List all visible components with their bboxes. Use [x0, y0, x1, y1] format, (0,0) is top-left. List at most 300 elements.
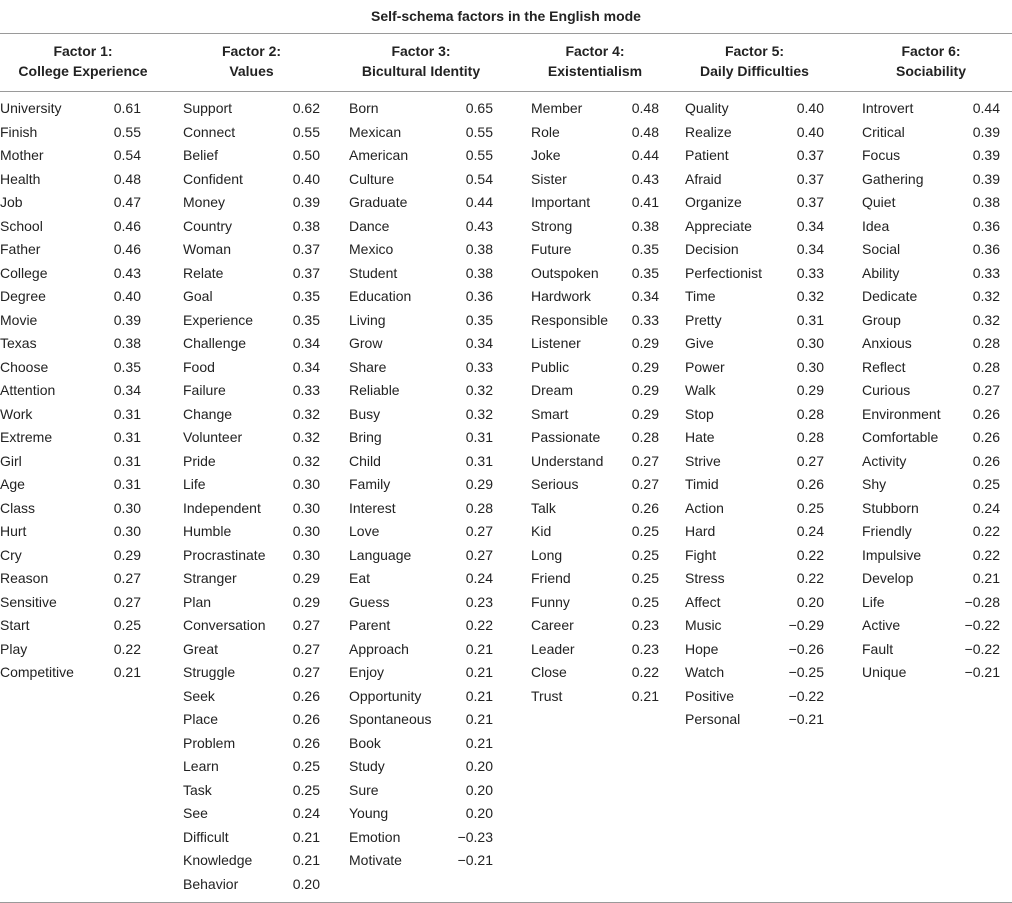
item-loading: 0.22 [972, 523, 1000, 539]
item-word: Member [531, 100, 583, 116]
item-loading: 0.29 [631, 335, 659, 351]
table-row [183, 309, 320, 333]
item-loading: 0.27 [631, 452, 659, 469]
table-row [0, 238, 141, 262]
item-loading: 0.21 [631, 687, 659, 704]
table-row [183, 567, 320, 591]
table-row [349, 614, 493, 638]
item-loading: 0.26 [796, 476, 824, 492]
item-word: Living [349, 311, 386, 328]
table-row [862, 638, 1000, 662]
item-word: Shy [862, 476, 887, 492]
table-row [349, 144, 493, 168]
table-row [349, 356, 493, 380]
item-word: Motivate [349, 852, 402, 868]
factor-rows [183, 97, 320, 896]
item-loading: 0.26 [631, 499, 659, 516]
table-row [531, 121, 659, 145]
item-word: Connect [183, 123, 236, 140]
item-loading: 0.38 [972, 194, 1000, 210]
factor-number: Factor 2: [221, 43, 282, 59]
table-row [183, 121, 320, 145]
item-word: Procrastinate [183, 546, 266, 563]
table-row [531, 567, 659, 591]
table-row [349, 168, 493, 192]
table-row [349, 755, 493, 779]
table-row [862, 121, 1000, 145]
table-row [862, 309, 1000, 333]
table-row [183, 473, 320, 497]
item-word: Pride [183, 452, 216, 469]
table-row [0, 661, 141, 685]
item-loading: 0.36 [972, 241, 1000, 257]
item-word: Activity [862, 452, 907, 469]
item-loading: 0.23 [631, 617, 659, 633]
item-loading: 0.27 [972, 382, 1000, 398]
factor-number: Factor 1: [53, 43, 113, 59]
table-row [349, 826, 493, 850]
item-loading: 0.39 [292, 194, 320, 210]
item-loading: 0.38 [465, 264, 493, 281]
table-row [685, 97, 824, 121]
item-word: Language [349, 546, 412, 563]
table-row [531, 591, 659, 615]
item-loading: 0.29 [631, 405, 659, 422]
item-loading: 0.32 [465, 405, 493, 422]
item-word: Age [0, 476, 25, 492]
item-word: Bring [349, 429, 382, 445]
table-row [0, 591, 141, 615]
item-word: Decision [685, 241, 739, 257]
item-word: Role [531, 123, 560, 140]
table-row [183, 332, 320, 356]
table-row [0, 567, 141, 591]
item-loading: −0.21 [457, 852, 493, 868]
item-loading: 0.22 [972, 546, 1000, 563]
header-rule [0, 91, 1012, 92]
item-loading: 0.65 [465, 100, 493, 116]
item-word: Student [349, 264, 398, 281]
item-word: Passionate [531, 429, 601, 445]
item-word: Listener [531, 335, 581, 351]
item-word: Behavior [183, 875, 239, 892]
table-row [685, 567, 824, 591]
table-row [349, 191, 493, 215]
table-row [0, 168, 141, 192]
item-loading: 0.25 [631, 546, 659, 563]
table-row [685, 356, 824, 380]
item-loading: 0.27 [292, 617, 320, 633]
item-word: Responsible [531, 311, 609, 328]
item-loading: 0.26 [972, 405, 1000, 422]
item-word: Sensitive [0, 593, 57, 610]
item-word: Appreciate [685, 217, 752, 234]
item-loading: 0.48 [631, 123, 659, 140]
table-row [183, 520, 320, 544]
item-loading: 0.26 [292, 711, 320, 727]
item-word: Action [685, 499, 724, 516]
item-word: Book [349, 734, 381, 751]
item-word: Pretty [685, 311, 722, 328]
item-loading: 0.38 [292, 217, 320, 234]
factor-rows [531, 97, 659, 708]
factor-title: Daily Difficulties [700, 63, 809, 79]
item-loading: 0.29 [292, 570, 320, 586]
item-word: Realize [685, 123, 732, 140]
table-row [183, 379, 320, 403]
table-row [685, 520, 824, 544]
table-row [685, 497, 824, 521]
table-row [183, 238, 320, 262]
table-row [685, 191, 824, 215]
factor-number: Factor 6: [901, 43, 961, 59]
item-loading: 0.39 [972, 147, 1000, 163]
table-row [531, 285, 659, 309]
item-word: Confident [183, 170, 243, 187]
item-loading: 0.27 [796, 452, 824, 469]
item-word: Born [349, 100, 379, 116]
item-loading: 0.24 [465, 570, 493, 586]
table-row [349, 708, 493, 732]
factor-column-4 [531, 0, 659, 903]
item-word: American [349, 147, 409, 163]
item-loading: 0.48 [113, 170, 141, 187]
table-row [183, 755, 320, 779]
item-word: See [183, 805, 208, 821]
item-word: Enjoy [349, 664, 385, 680]
item-loading: 0.43 [631, 170, 659, 187]
item-loading: 0.24 [972, 499, 1000, 516]
item-loading: 0.39 [972, 123, 1000, 140]
table-row [349, 426, 493, 450]
table-row [0, 121, 141, 145]
item-word: Education [349, 288, 412, 304]
item-word: Sure [349, 781, 379, 798]
item-loading: 0.36 [465, 288, 493, 304]
item-word: Support [183, 100, 233, 116]
table-row [685, 685, 824, 709]
item-word: University [0, 100, 62, 116]
table-row [349, 379, 493, 403]
table-row [862, 591, 1000, 615]
table-row [0, 97, 141, 121]
table-row [349, 332, 493, 356]
table-row [531, 685, 659, 709]
table-row [183, 779, 320, 803]
factor-rows [685, 97, 824, 732]
table-row [685, 262, 824, 286]
item-word: Dance [349, 217, 390, 234]
item-word: Quiet [862, 194, 896, 210]
item-word: Stress [685, 570, 725, 586]
table-row [862, 285, 1000, 309]
item-loading: −0.23 [457, 828, 493, 845]
item-word: Important [531, 194, 591, 210]
factor-column-1 [0, 0, 148, 903]
item-word: Impulsive [862, 546, 922, 563]
item-word: Hate [685, 429, 715, 445]
item-word: Culture [349, 170, 395, 187]
item-word: Money [183, 194, 226, 210]
item-word: Mother [0, 147, 44, 163]
table-row [531, 614, 659, 638]
item-word: Woman [183, 241, 231, 257]
table-row [531, 309, 659, 333]
table-row [862, 191, 1000, 215]
item-loading: 0.28 [972, 358, 1000, 375]
item-loading: 0.28 [631, 429, 659, 445]
item-loading: −0.21 [788, 711, 824, 727]
table-row [685, 614, 824, 638]
table-row [183, 802, 320, 826]
table-row [862, 215, 1000, 239]
item-word: Perfectionist [685, 264, 763, 281]
item-word: Reason [0, 570, 49, 586]
item-loading: 0.55 [113, 123, 141, 140]
item-loading: 0.29 [465, 476, 493, 492]
item-loading: 0.21 [113, 664, 141, 680]
item-word: Father [0, 241, 41, 257]
table-row [0, 638, 141, 662]
item-word: Focus [862, 147, 901, 163]
table-caption: Self-schema factors in the English mode [371, 8, 641, 24]
table-row [862, 262, 1000, 286]
table-row [183, 215, 320, 239]
item-word: Start [0, 617, 30, 633]
table-row [685, 473, 824, 497]
factor-rows [349, 97, 493, 873]
table-row [0, 497, 141, 521]
table-row [183, 873, 320, 897]
table-row [531, 144, 659, 168]
item-word: Walk [685, 382, 716, 398]
table-row [685, 168, 824, 192]
item-loading: 0.23 [465, 593, 493, 610]
item-loading: −0.21 [964, 664, 1000, 680]
item-loading: 0.34 [796, 241, 824, 257]
item-word: Job [0, 194, 23, 210]
item-word: Task [183, 781, 212, 798]
factor-column-5 [685, 0, 824, 903]
table-row [685, 144, 824, 168]
item-loading: 0.26 [292, 734, 320, 751]
table-row [349, 802, 493, 826]
item-word: Gathering [862, 170, 924, 187]
table-row [685, 238, 824, 262]
item-word: Ability [862, 264, 900, 281]
item-loading: 0.31 [465, 429, 493, 445]
item-word: Study [349, 758, 385, 774]
table-row [183, 356, 320, 380]
item-word: Child [349, 452, 381, 469]
item-loading: 0.33 [631, 311, 659, 328]
item-word: Health [0, 170, 41, 187]
item-loading: 0.25 [972, 476, 1000, 492]
item-word: Parent [349, 617, 391, 633]
item-loading: 0.39 [113, 311, 141, 328]
item-word: Mexico [349, 241, 394, 257]
factor-rows [0, 97, 141, 685]
item-loading: 0.43 [465, 217, 493, 234]
item-word: Learn [183, 758, 219, 774]
table-row [862, 614, 1000, 638]
table-row [685, 379, 824, 403]
table-row [531, 497, 659, 521]
item-loading: 0.27 [292, 640, 320, 657]
item-loading: 0.32 [292, 429, 320, 445]
item-word: Music [685, 617, 722, 633]
item-word: Guess [349, 593, 390, 610]
factor-header [862, 41, 1000, 81]
table-row [531, 215, 659, 239]
item-loading: 0.30 [292, 476, 320, 492]
table-row [349, 661, 493, 685]
table-row [531, 450, 659, 474]
table-row [685, 285, 824, 309]
table-row [531, 661, 659, 685]
table-row [183, 262, 320, 286]
item-word: Class [0, 499, 36, 516]
table-row [349, 215, 493, 239]
item-loading: 0.21 [465, 734, 493, 751]
item-word: Great [183, 640, 219, 657]
item-loading: 0.35 [292, 288, 320, 304]
table-row [183, 426, 320, 450]
table-row [531, 97, 659, 121]
item-loading: 0.20 [465, 758, 493, 774]
item-loading: 0.32 [972, 311, 1000, 328]
item-word: Conversation [183, 617, 266, 633]
item-word: Life [862, 593, 885, 610]
item-word: Degree [0, 288, 46, 304]
item-loading: 0.33 [972, 264, 1000, 281]
table-row [862, 661, 1000, 685]
table-row [531, 426, 659, 450]
table-row [349, 262, 493, 286]
item-word: Social [862, 241, 901, 257]
item-loading: 0.22 [631, 664, 659, 680]
item-loading: −0.28 [964, 593, 1000, 610]
item-loading: 0.40 [796, 123, 824, 140]
item-word: Plan [183, 593, 212, 610]
table-row [531, 544, 659, 568]
item-word: Fight [685, 546, 717, 563]
factor-number: Factor 5: [724, 43, 785, 59]
item-word: Organize [685, 194, 742, 210]
table-row [531, 262, 659, 286]
table-row [349, 497, 493, 521]
table-row [183, 614, 320, 638]
item-word: Love [349, 523, 380, 539]
table-row [531, 168, 659, 192]
table-row [349, 638, 493, 662]
table-row [531, 520, 659, 544]
item-loading: 0.30 [113, 523, 141, 539]
table-row [183, 285, 320, 309]
item-word: Friend [531, 570, 571, 586]
item-loading: 0.37 [796, 194, 824, 210]
item-loading: 0.37 [292, 241, 320, 257]
item-loading: 0.20 [465, 781, 493, 798]
item-word: Independent [183, 499, 261, 516]
item-word: Work [0, 405, 33, 422]
item-word: Belief [183, 147, 219, 163]
item-word: Share [349, 358, 387, 375]
item-word: Graduate [349, 194, 408, 210]
item-word: Movie [0, 311, 38, 328]
table-row [349, 591, 493, 615]
item-loading: 0.29 [796, 382, 824, 398]
item-loading: 0.32 [465, 382, 493, 398]
item-word: Eat [349, 570, 371, 586]
item-word: Reliable [349, 382, 400, 398]
item-loading: 0.28 [465, 499, 493, 516]
table-row [183, 450, 320, 474]
item-loading: 0.28 [972, 335, 1000, 351]
factor-header [685, 41, 824, 81]
item-loading: 0.24 [796, 523, 824, 539]
table-row [685, 708, 824, 732]
item-loading: 0.22 [796, 546, 824, 563]
item-loading: 0.37 [796, 147, 824, 163]
table-row [862, 356, 1000, 380]
table-row [183, 638, 320, 662]
item-word: Critical [862, 123, 905, 140]
item-loading: 0.21 [465, 711, 493, 727]
item-loading: 0.34 [292, 358, 320, 375]
item-word: Opportunity [349, 687, 422, 704]
item-word: Strive [685, 452, 721, 469]
table-row [0, 332, 141, 356]
table-row [862, 473, 1000, 497]
item-word: Leader [531, 640, 575, 657]
item-loading: 0.44 [972, 100, 1000, 116]
table-row [531, 403, 659, 427]
item-loading: 0.30 [292, 523, 320, 539]
item-word: Stop [685, 405, 714, 422]
item-loading: 0.40 [113, 288, 141, 304]
table-row [531, 191, 659, 215]
item-word: Environment [862, 405, 941, 422]
item-word: Extreme [0, 429, 53, 445]
table-row [349, 732, 493, 756]
item-loading: 0.34 [292, 335, 320, 351]
table-row [685, 121, 824, 145]
item-loading: 0.54 [465, 170, 493, 187]
item-loading: 0.20 [292, 875, 320, 892]
table-row [349, 121, 493, 145]
item-word: Difficult [183, 828, 229, 845]
item-word: Relate [183, 264, 224, 281]
table-row [183, 732, 320, 756]
item-loading: 0.46 [113, 241, 141, 257]
item-loading: 0.30 [796, 358, 824, 375]
item-word: Stranger [183, 570, 237, 586]
item-loading: 0.25 [292, 758, 320, 774]
factor-title: Bicultural Identity [361, 63, 481, 79]
table-row [862, 379, 1000, 403]
item-word: Long [531, 546, 563, 563]
item-loading: 0.22 [465, 617, 493, 633]
item-loading: 0.30 [292, 499, 320, 516]
table-row [0, 450, 141, 474]
table-row [349, 238, 493, 262]
item-loading: 0.27 [465, 546, 493, 563]
table-row [685, 309, 824, 333]
item-loading: 0.61 [113, 100, 141, 116]
table-row [685, 661, 824, 685]
item-word: Attention [0, 382, 56, 398]
